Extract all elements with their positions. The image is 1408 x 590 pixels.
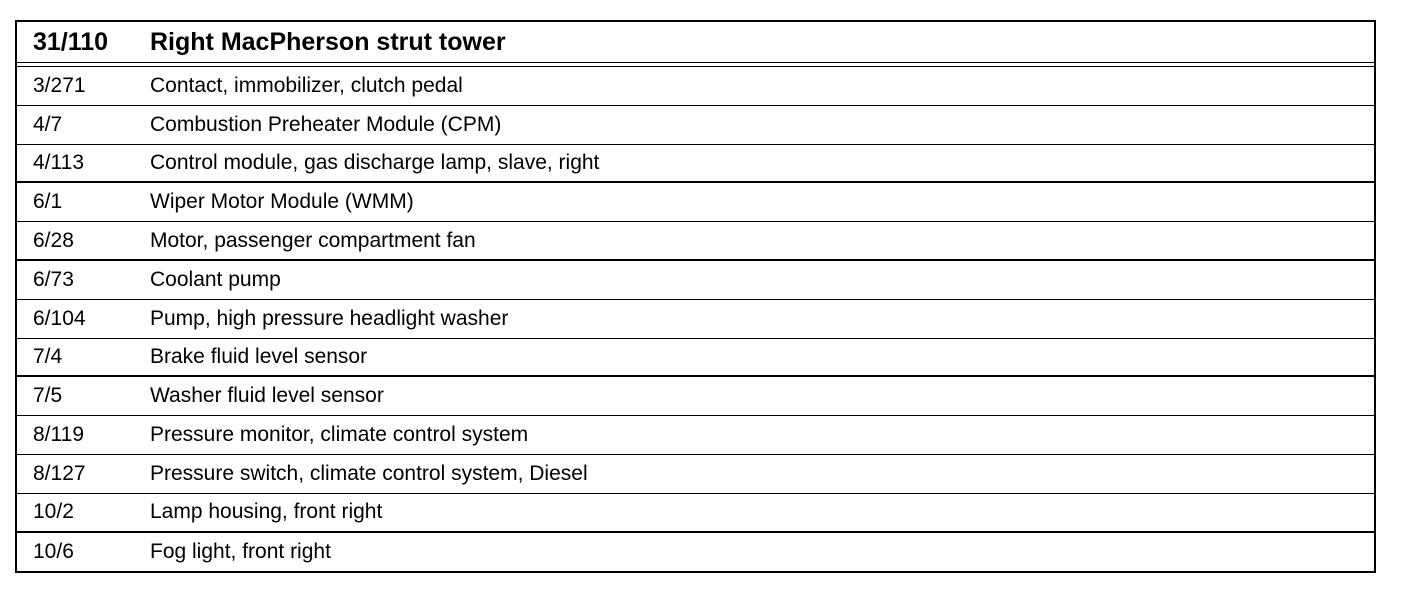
row-description: Coolant pump bbox=[150, 267, 281, 291]
row-code: 4/113 bbox=[33, 150, 84, 174]
table-row bbox=[17, 377, 1374, 416]
row-code: 7/4 bbox=[33, 344, 63, 368]
row-code: 10/2 bbox=[33, 500, 74, 524]
row-description: Motor, passenger compartment fan bbox=[150, 228, 476, 252]
table-row bbox=[17, 416, 1374, 455]
row-code: 8/127 bbox=[33, 461, 86, 485]
header-code: 31/110 bbox=[33, 27, 109, 56]
row-code: 3/271 bbox=[33, 73, 86, 97]
table-header bbox=[17, 22, 1374, 63]
row-description: Pressure monitor, climate control system bbox=[150, 423, 529, 447]
table-row bbox=[17, 183, 1374, 222]
row-description: Wiper Motor Module (WMM) bbox=[150, 190, 414, 214]
table-row bbox=[17, 300, 1374, 339]
component-table bbox=[15, 20, 1376, 573]
row-code: 6/1 bbox=[33, 190, 63, 214]
table-row bbox=[17, 339, 1374, 378]
table-row bbox=[17, 455, 1374, 494]
row-code: 10/6 bbox=[33, 539, 74, 563]
row-description: Contact, immobilizer, clutch pedal bbox=[150, 73, 463, 97]
header-title: Right MacPherson strut tower bbox=[150, 27, 506, 56]
row-description: Pump, high pressure headlight washer bbox=[150, 306, 509, 330]
table-row bbox=[17, 261, 1374, 300]
row-description: Pressure switch, climate control system, Diesel bbox=[150, 461, 588, 485]
table-row bbox=[17, 106, 1374, 145]
row-description: Brake fluid level sensor bbox=[150, 344, 368, 368]
row-code: 6/73 bbox=[33, 267, 74, 291]
table-row bbox=[17, 222, 1374, 261]
row-code: 6/28 bbox=[33, 228, 74, 252]
row-description: Washer fluid level sensor bbox=[150, 384, 384, 408]
row-description: Control module, gas discharge lamp, slave, right bbox=[150, 150, 600, 174]
row-code: 8/119 bbox=[33, 423, 84, 447]
row-description: Combustion Preheater Module (CPM) bbox=[150, 112, 502, 136]
row-code: 7/5 bbox=[33, 384, 63, 408]
row-code: 4/7 bbox=[33, 112, 63, 136]
table-row bbox=[17, 533, 1374, 572]
row-code: 6/104 bbox=[33, 306, 86, 330]
table-row bbox=[17, 67, 1374, 106]
table-row bbox=[17, 145, 1374, 184]
row-description: Lamp housing, front right bbox=[150, 500, 383, 524]
row-description: Fog light, front right bbox=[150, 539, 331, 563]
table-row bbox=[17, 494, 1374, 533]
